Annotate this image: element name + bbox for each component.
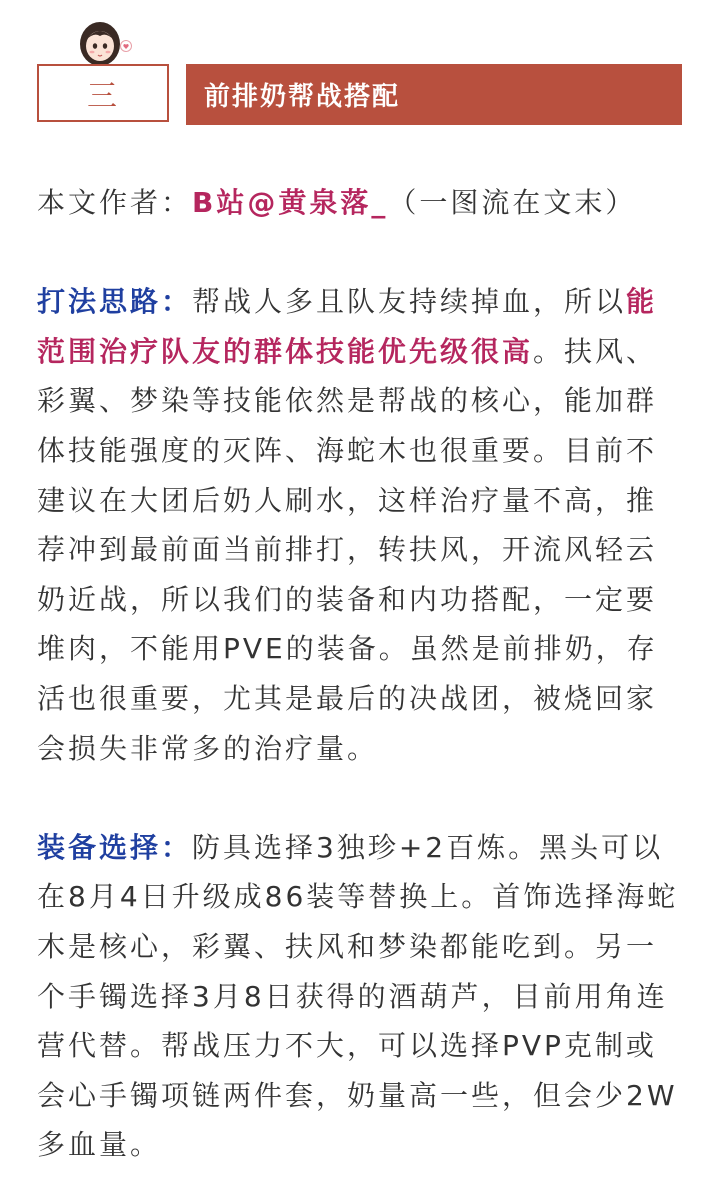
section-number: 三 [87,79,119,114]
avatar [76,14,134,66]
strategy-highlight: 能范围治疗队友的群体技能优先级很高 [37,285,658,368]
section-number-box [37,64,169,122]
paragraph-strategy [37,277,687,773]
author-line [37,178,687,228]
author-suffix: （一图流在文末） [388,186,637,219]
strategy-label: 打法思路： [37,285,193,319]
equipment-text: 防具选择3独珍+2百炼。黑头可以在8月4日升级成86装等替换上。首饰选择海蛇木是核心，彩翼、扶风和梦染都能吃到。另一个手镯选择3月8日获得的酒葫芦，目前用角连营代替。帮战压力不大，可以选择PVP克制或会心手镯项链两件套，奶量高一些，但会少2W多血量。 [37,830,679,1162]
author-prefix: 本文作者： [37,186,193,219]
section-title-bar [186,64,682,125]
author-name: B站@黄泉落_ [192,186,389,219]
strategy-text-after: 。扶风、彩翼、梦染等技能依然是帮战的核心，能加群体技能强度的灭阵、海蛇木也很重要。目前不建议在大团后奶人刷水，这样治疗量不高，推荐冲到最前面当前排打，转扶风，开流风轻云奶近战，所以我们的装备和内功搭配，一定要堆肉，不能用PVE的装备。虽然是前排奶，存活也很重要，尤其是最后的决战团，被烧回家会损失非常多的治疗量。 [37,334,658,765]
article-body [37,178,687,1170]
strategy-text-before: 帮战人多且队友持续掉血，所以 [192,285,627,319]
section-title: 前排奶帮战搭配 [204,82,401,112]
paragraph-equipment [37,823,687,1170]
equipment-label: 装备选择： [37,830,193,864]
